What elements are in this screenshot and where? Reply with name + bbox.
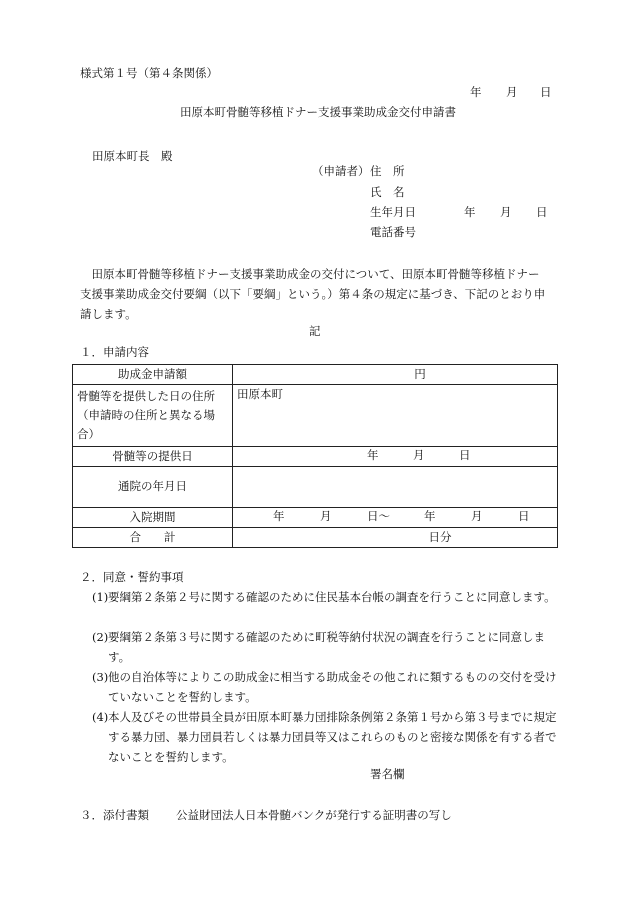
table-row — [73, 385, 558, 447]
item-number: (1) — [92, 590, 109, 604]
donation-date-cell[interactable] — [233, 447, 558, 467]
item-number: (3) — [92, 670, 109, 684]
item-text: 要綱第２条第２号に関する確認のために住民基本台帳の調査を行うことに同意します。 — [108, 590, 556, 604]
addressee: 田原本町長 殿 — [92, 149, 173, 163]
signature-label: 署名欄 — [370, 767, 405, 781]
section1-heading: １．申請内容 — [80, 345, 149, 359]
table-row — [73, 508, 558, 528]
attachment-text: 公益財団法人日本骨髄バンクが発行する証明書の写し — [176, 808, 452, 822]
ki-label: 記 — [309, 324, 321, 338]
hosp-year-start: 年 — [273, 509, 285, 523]
application-table — [72, 364, 558, 548]
item-text: 本人及びその世帯員全員が田原本町暴力団排除条例第２条第１号から第３号までに規定する暴力団、暴力団員若しくは暴力団員等又はこれらのものと密接な関係を有する者でないことを誓約します。 — [108, 710, 557, 764]
birthdate-label: 生年月日 — [370, 205, 416, 219]
item-text: 他の自治体等によりこの助成金に相当する助成金その他これに類するものの交付を受けていないことを誓約します。 — [108, 670, 557, 704]
donation-day: 日 — [459, 448, 471, 462]
address-label: 住 所 — [370, 164, 405, 178]
table-row — [73, 528, 558, 548]
body-paragraph: 田原本町骨髄等移植ドナー支援事業助成金の交付について、田原本町骨髄等移植ドナー支援事業助成金交付要綱（以下「要綱」という。）第４条の規定に基づき、下記のとおり申請します。 — [80, 267, 546, 321]
donation-year: 年 — [367, 448, 379, 462]
document-title: 田原本町骨髄等移植ドナー支援事業助成金交付申請書 — [180, 105, 456, 119]
previous-address-label: 骨髄等を提供した日の住所（申請時の住所と異なる場合） — [73, 385, 233, 447]
table-row — [73, 365, 558, 385]
phone-label: 電話番号 — [370, 225, 416, 239]
hosp-day-start: 日～ — [367, 509, 390, 523]
hospital-period-cell[interactable] — [233, 508, 558, 528]
list-item — [92, 587, 562, 607]
total-unit: 日分 — [428, 529, 452, 544]
date-year: 年 — [470, 85, 482, 99]
table-row — [73, 467, 558, 508]
list-item — [92, 627, 562, 667]
form-number: 様式第１号（第４条関係） — [80, 66, 218, 80]
list-item — [92, 667, 562, 707]
section2-heading: ２．同意・誓約事項 — [80, 570, 184, 584]
hosp-month-end: 月 — [471, 509, 483, 523]
total-label: 合 計 — [73, 528, 233, 548]
name-label: 氏 名 — [370, 185, 405, 199]
donation-month: 月 — [413, 448, 425, 462]
hospital-period-label: 入院期間 — [73, 508, 233, 528]
visit-dates-cell[interactable] — [233, 467, 558, 508]
donation-date-label: 骨髄等の提供日 — [73, 447, 233, 467]
hosp-year-end: 年 — [424, 509, 436, 523]
list-item — [92, 707, 562, 767]
birth-day: 日 — [536, 205, 548, 219]
hosp-day-end: 日 — [518, 509, 530, 523]
applicant-tag: （申請者） — [312, 164, 370, 178]
item-number: (4) — [92, 710, 109, 724]
amount-unit: 円 — [414, 366, 426, 381]
date-day: 日 — [540, 85, 552, 99]
hosp-month-start: 月 — [320, 509, 332, 523]
section3-heading: ３．添付書類 — [80, 808, 149, 822]
amount-label: 助成金申請額 — [73, 365, 233, 385]
item-text: 要綱第２条第３号に関する確認のために町税等納付状況の調査を行うことに同意します。 — [108, 630, 545, 664]
amount-cell[interactable] — [233, 365, 558, 385]
visit-dates-label: 通院の年月日 — [73, 467, 233, 508]
birth-year: 年 — [464, 205, 476, 219]
table-row — [73, 447, 558, 467]
date-month: 月 — [506, 85, 518, 99]
item-number: (2) — [92, 630, 109, 644]
previous-address-cell[interactable] — [233, 385, 558, 447]
total-cell[interactable] — [233, 528, 558, 548]
previous-address-value: 田原本町 — [237, 387, 283, 401]
birth-month: 月 — [500, 205, 512, 219]
